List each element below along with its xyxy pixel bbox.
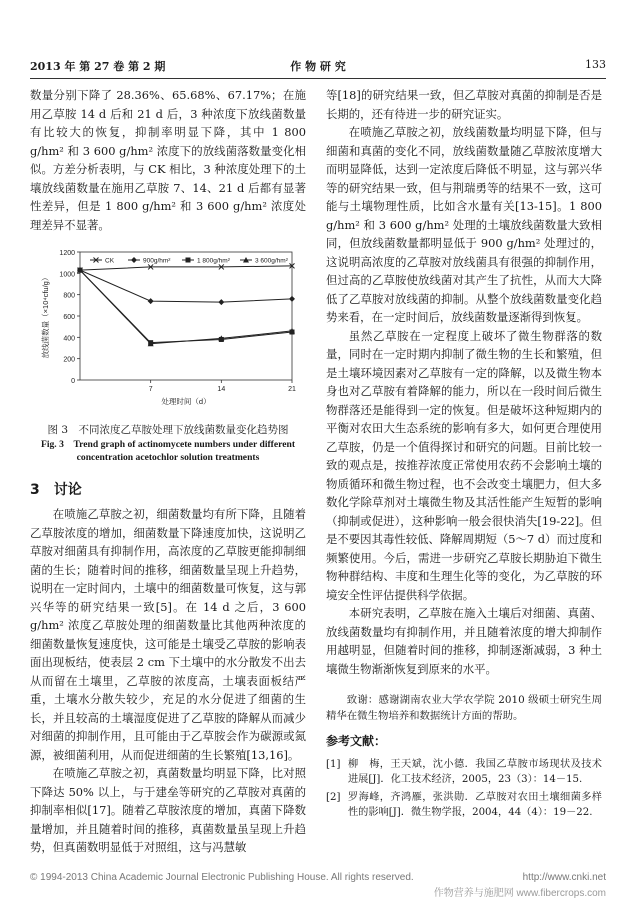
x-tick-label: 21 xyxy=(288,386,296,393)
series-marker xyxy=(218,299,224,305)
references-title: 参考文献： xyxy=(326,734,387,748)
section-heading xyxy=(30,481,306,500)
series-2 xyxy=(77,267,295,305)
y-tick-label: 0 xyxy=(71,378,75,385)
section-number: 3 xyxy=(30,481,40,498)
journal-issue: 2013 年 第 27 卷 第 2 期 xyxy=(30,60,166,73)
x-tick-label: 7 xyxy=(148,386,153,393)
series-marker xyxy=(131,257,137,263)
y-tick-label: 800 xyxy=(63,292,75,300)
reference-text: 柳 梅，王天斌，沈小德．我国乙草胺市场现状及技术进展[J]．化工技术经济，2005，23（3）：14－15. xyxy=(348,758,602,785)
reference-list xyxy=(326,757,602,821)
paragraph-fungi: 在喷施乙草胺之初，真菌数量均明显下降，比对照下降达 50% 以上，与于建垒等研究的乙草胺对真菌的抑制率相似[17]。随着乙草胺浓度的增加，真菌下降数量增加，并且随着时间的推移，真菌数量虽呈现上升趋势，但真菌数明显低于对照组，这与冯慧敏 xyxy=(30,766,306,854)
y-tick-label: 1000 xyxy=(59,271,75,279)
actinomycete-trend-chart xyxy=(30,240,306,415)
legend-label: 1 800g/hm² xyxy=(197,257,230,265)
left-column xyxy=(30,86,306,857)
section-title: 讨论 xyxy=(53,481,82,498)
paragraph-actinomycetes: 在喷施乙草胺之初，放线菌数量均明显下降，但与细菌和真菌的变化不同，放线菌数量随乙草胺浓度增大而明显降低，达到一定浓度后降低不明显，这与郭兴华等的研究结果一致，但与荆瑞勇等的结果不一致，这可能与土壤物理性质，比如含水量有关[13-15]。1 800 g/hm² 和 3 600 g/hm² 处理的土壤放线菌数量大致相同，但放线菌数量都明显低于 900 g/hm² 处理过的，这说明高浓度的乙草胺对放线菌具有很强的抑制作用，但过高的乙草胺使放线菌对其产生了抗性，从而大大降低了乙草胺对放线菌的抑制。从整个放线菌数量变化趋势来看，在一定时间后，放线菌数量逐渐得到恢复。 xyxy=(326,125,602,324)
series-4 xyxy=(77,267,295,346)
series-line xyxy=(80,266,292,270)
series-3 xyxy=(78,268,295,346)
legend xyxy=(90,257,289,265)
legend-label: CK xyxy=(105,257,115,265)
y-tick-label: 600 xyxy=(63,314,75,321)
acknowledgement: 致谢：感谢湖南农业大学农学院 2010 级硕士研究生周精华在微生物培养和数据统计方面的帮助。 xyxy=(326,694,602,722)
paragraph-fungi-end: 等[18]的研究结果一致，但乙草胺对真菌的抑制是否是长期的，还有待进一步的研究证实。 xyxy=(326,88,602,121)
watermark: 作物营养与施肥网 www.fibercrops.com xyxy=(433,888,606,899)
legend-label: 3 600g/hm² xyxy=(255,257,288,265)
series-line xyxy=(80,270,292,343)
reference-number: [1] xyxy=(326,758,341,770)
series-1 xyxy=(78,263,295,272)
reference-item xyxy=(326,757,602,788)
series-line xyxy=(80,270,292,344)
y-tick-label: 1200 xyxy=(59,250,75,257)
plot-frame xyxy=(80,252,292,380)
source-url: http://www.cnki.net xyxy=(522,872,606,883)
y-tick-label: 200 xyxy=(63,356,75,364)
paragraph-results-end: 数量分别下降了 28.36%、65.68%、67.17%；在施用乙草胺 14 d 后和 21 d 后，3 种浓度下放线菌数量有比较大的恢复，抑制率明显下降，其中 1 800 g/hm² 和 3 600 g/hm² 浓度下的放线菌落数量变化相似。方差分析表明，与 CK 相比，3 种浓度处理下的土壤放线菌数量在施用乙草胺 7、14、21 d 后都有显著性差异，但是 1 800 g/hm² 和 3 600 g/hm² 浓度处理差异不显著。 xyxy=(30,88,306,232)
figure-3 xyxy=(30,240,306,465)
page-number: 133 xyxy=(585,58,606,71)
x-axis-label: 处理时间（d） xyxy=(161,397,211,406)
figure-caption-en: Fig. 3 Trend graph of actinomycete numbers under different concentration acetochlor solution treatments xyxy=(40,438,296,463)
paragraph-bacteria: 在喷施乙草胺之初，细菌数量均有所下降，且随着乙草胺浓度的增加，细菌数量下降速度加快，这说明乙草胺对细菌具有抑制作用，高浓度的乙草胺更能抑制细菌的生长；随着时间的推移，细菌数量呈现上升趋势，说明在一定时间内，土壤中的细菌数量可恢复，这与郭兴华等的研究结果一致[5]。在 14 d 之后，3 600 g/hm² 浓度乙草胺处理的细菌数量比其他两种浓度的细菌数量恢复速度快，这可能是土壤受乙草胺的影响表面出现板结，使表层 2 cm 下土壤中的水分散发不出去从而留在土壤里，乙草胺的浓度高，土壤表面板结严重，土壤水分散失较少，充足的水分促进了细菌的生长，并且较高的土壤湿度促进了乙草胺的降解从而减少对细菌的抑制作用，且可能由于乙草胺会作为碳源或氮源，被细菌利用，从而促进细菌的生长繁殖[13,16]。 xyxy=(30,507,306,762)
series-marker xyxy=(289,296,295,302)
series-marker xyxy=(148,298,154,304)
running-header xyxy=(30,58,606,76)
paragraph-discussion: 虽然乙草胺在一定程度上破坏了微生物群落的数量，同时在一定时期内抑制了微生物的生长和繁殖，但是土壤环境因素对乙草胺有一定的降解，以及微生物本身也对乙草胺有着降解的能力，所以在一段时间后微生物群落还是能得到一定的恢复。但是破坏这种短期内的平衡对农田大生态系统的影响有多大，如何更合理使用乙草胺，仍是一个值得探讨和研究的问题。目前比较一致的观点是，按推荐浓度正常使用农药不会影响土壤的物质循环和微生物过程，也不会改变土壤肥力，但大多数化学除草剂对土壤微生物及其活性能产生短暂的影响（抑制或促进），这种影响一般会很快消失[19-22]。但是不要因其毒性较低、降解周期短（5～7 d）而过度和频繁使用。今后，需进一步研究乙草胺长期胁迫下微生物种群结构、丰度和生理生化等的变化，为乙草胺的环境安全性评估提供科学依据。 xyxy=(326,328,603,602)
y-tick-label: 400 xyxy=(63,335,75,343)
reference-text: 罗海峰，齐鸿雁，张洪勋．乙草胺对农田土壤细菌多样性的影响[J]．微生物学报，2004，44（4）：19－22. xyxy=(348,791,602,818)
right-column xyxy=(326,86,602,823)
x-tick-label: 14 xyxy=(217,386,226,393)
series-line xyxy=(80,270,292,302)
reference-number: [2] xyxy=(326,791,341,803)
figure-caption-cn: 图 3 不同浓度乙草胺处理下放线菌数量变化趋势图 xyxy=(47,423,289,436)
legend-label: 900g/hm² xyxy=(143,257,171,265)
journal-name: 作 物 研 究 xyxy=(290,60,346,73)
header-rule xyxy=(30,78,606,79)
series-marker xyxy=(186,258,191,263)
y-axis-label: 放线菌数量（×10⁴cfu/g） xyxy=(41,273,50,359)
copyright: © 1994-2013 China Academic Journal Electronic Publishing House. All rights reserved. xyxy=(30,872,414,883)
reference-item xyxy=(326,790,602,821)
paragraph-conclusion: 本研究表明，乙草胺在施入土壤后对细菌、真菌、放线菌数量均有抑制作用，并且随着浓度的增大抑制作用越明显，但随着时间的推移，抑制逐渐减弱，3 种土壤微生物渐渐恢复到原来的水平。 xyxy=(326,606,602,676)
